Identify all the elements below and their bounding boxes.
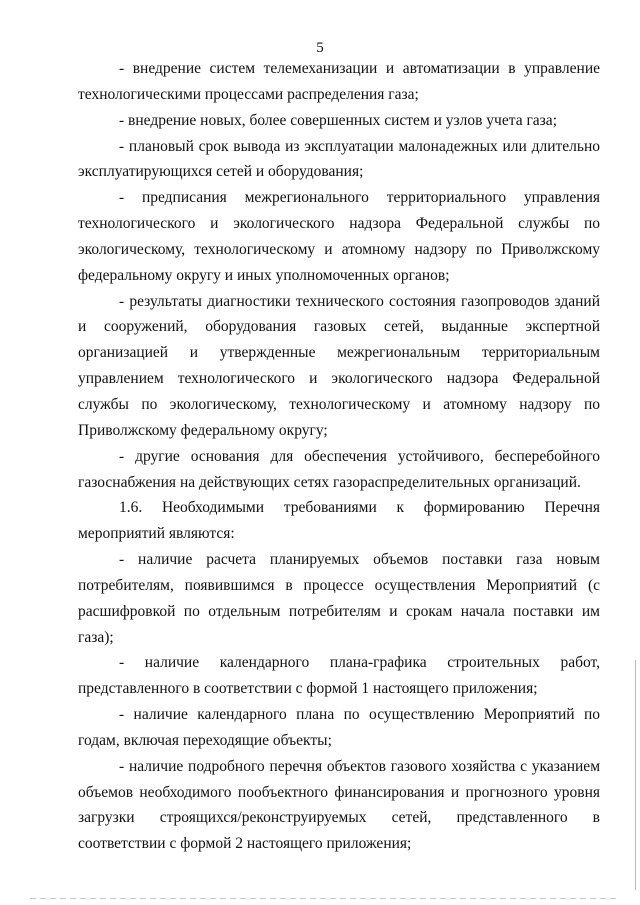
- paragraph: - внедрение новых, более совершенных систем и узлов учета газа;: [119, 111, 557, 129]
- paragraph: - наличие подробного перечня объектов газового хозяйства с указанием объемов необходимого пообъектного финансирования и прогнозного уровня загрузки строящихся/реконструируемых сетей, представленного в соответствии с формой 2 настоящего приложения;: [78, 757, 600, 853]
- paragraph: - предписания межрегионального территориального управления технологического и экологического надзора Федеральной службы по экологическому, технологическому и атомному надзору по Приволжскому федеральному округу и иных уполномоченных органов;: [78, 189, 600, 284]
- paragraph: 1.6. Необходимыми требованиями к формированию Перечня мероприятий являются:: [78, 499, 600, 543]
- paragraph: - наличие календарного плана-графика строительных работ, представленного в соответствии с формой 1 настоящего приложения;: [78, 654, 600, 698]
- paragraph: - результаты диагностики технического состояния газопроводов зданий и сооружений, оборудования газовых сетей, выданные экспертной организацией и утвержденные межрегиональным территориальным управлением технологического и экологического надзора Федеральной службы по экологическому, технологическому и атомному надзору по Приволжскому федеральному округу;: [78, 292, 600, 439]
- page-number: 5: [316, 40, 324, 56]
- paragraph: - плановый срок вывода из эксплуатации малонадежных или длительно эксплуатирующихся сетей и оборудования;: [78, 137, 600, 181]
- paragraph: - наличие календарного плана по осуществлению Мероприятий по годам, включая переходящие объекты;: [78, 706, 600, 749]
- scan-bottom-line: [30, 898, 620, 899]
- document-body: [78, 56, 600, 857]
- paragraph: - наличие расчета планируемых объемов поставки газа новым потребителям, появившимся в процессе осуществления Мероприятий (с расшифровкой по отдельным потребителям и срокам начала поставки им газа);: [78, 551, 600, 646]
- paragraph: - другие основания для обеспечения устойчивого, бесперебойного газоснабжения на действующих сетях газораспределительных организаций.: [78, 447, 600, 491]
- scan-edge-line: [635, 660, 636, 890]
- paragraph: - внедрение систем телемеханизации и автоматизации в управление технологическими процессами распределения газа;: [78, 60, 600, 103]
